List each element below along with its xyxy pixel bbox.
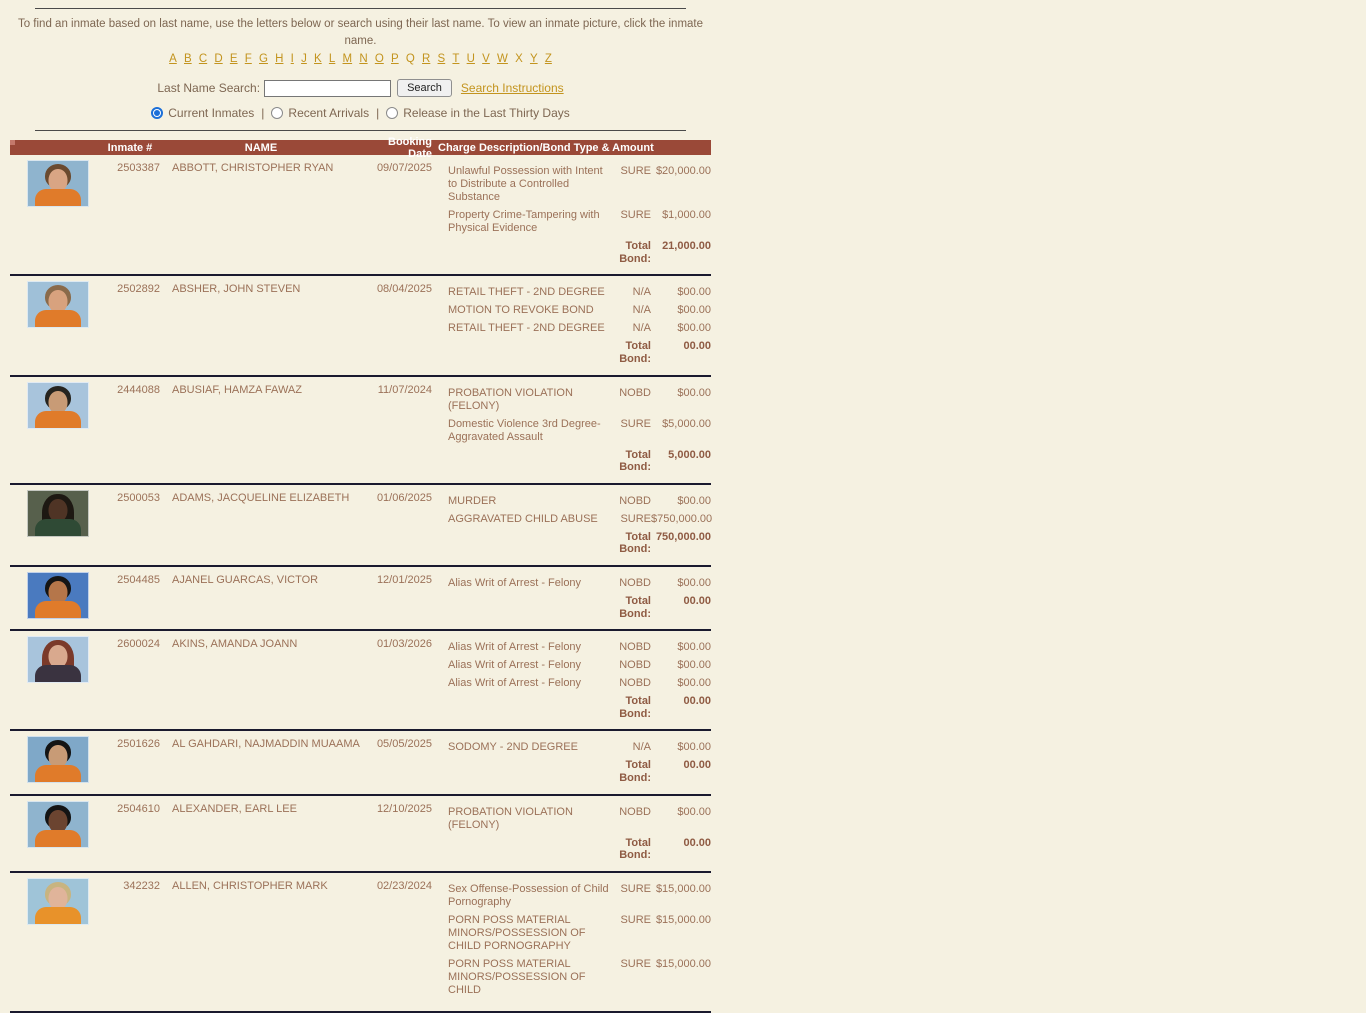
bond-amount: $00.00 bbox=[677, 805, 711, 818]
bond-amount: $15,000.00 bbox=[655, 957, 711, 970]
charge-entry bbox=[448, 513, 711, 526]
last-name-search-input[interactable] bbox=[264, 80, 391, 97]
bond-amount: $00.00 bbox=[677, 577, 711, 590]
photo-cell bbox=[10, 158, 100, 265]
total-spacer bbox=[448, 240, 612, 265]
total-bond-amount: 21,000.00 bbox=[662, 240, 711, 253]
charge-description: Domestic Violence 3rd Degree-Aggravated Assault bbox=[448, 417, 601, 443]
bond-type: SURE bbox=[620, 165, 651, 178]
bond-type: NOBD bbox=[619, 494, 651, 507]
booking-date: 08/04/2025 bbox=[376, 283, 432, 296]
inmate-mugshot bbox=[27, 281, 89, 328]
charge-entry bbox=[448, 322, 711, 335]
total-spacer bbox=[448, 531, 612, 556]
charge-entry bbox=[448, 958, 711, 997]
filter-separator: | bbox=[376, 106, 380, 121]
charge-description: Alias Writ of Arrest - Felony bbox=[448, 641, 582, 654]
bond-amount: $750,000.00 bbox=[651, 512, 713, 525]
inmate-number: 342232 bbox=[123, 879, 160, 892]
charge-entry bbox=[448, 387, 711, 413]
inmate-number: 2503387 bbox=[117, 162, 160, 175]
total-bond-row bbox=[448, 449, 711, 474]
alpha-letter-W[interactable]: W bbox=[497, 53, 508, 66]
booking-date: 02/23/2024 bbox=[376, 879, 432, 892]
inmate-table bbox=[10, 135, 713, 1012]
inmate-mugshot bbox=[27, 636, 89, 683]
total-spacer bbox=[448, 695, 612, 720]
total-bond-row bbox=[448, 759, 711, 784]
inmate-row bbox=[10, 796, 711, 873]
bond-type: SURE bbox=[620, 913, 651, 926]
bond-type: SURE bbox=[620, 882, 651, 895]
table-header bbox=[10, 135, 711, 160]
booking-date: 12/01/2025 bbox=[376, 574, 432, 587]
inmate-name-link[interactable]: ALEXANDER, EARL LEE bbox=[172, 802, 297, 815]
bond-amount: $00.00 bbox=[677, 659, 711, 672]
inmate-mugshot bbox=[27, 801, 89, 848]
bond-type: SURE bbox=[620, 512, 651, 525]
booking-date: 11/07/2024 bbox=[377, 383, 432, 396]
inmate-number: 2504485 bbox=[117, 574, 160, 587]
charge-entry bbox=[448, 659, 711, 672]
photo-cell bbox=[10, 734, 100, 784]
alpha-letter-P[interactable]: P bbox=[390, 53, 399, 66]
bond-amount: $00.00 bbox=[677, 741, 711, 754]
inmate-name-link[interactable]: ABSHER, JOHN STEVEN bbox=[172, 283, 301, 296]
charge-description: Alias Writ of Arrest - Felony bbox=[448, 677, 582, 690]
charge-entry bbox=[448, 286, 711, 299]
charge-description: RETAIL THEFT - 2ND DEGREE bbox=[448, 322, 605, 335]
filter-option-0[interactable] bbox=[151, 106, 254, 120]
bond-amount: $00.00 bbox=[677, 494, 711, 507]
radio-selected-icon[interactable] bbox=[151, 107, 163, 119]
inmate-number: 2502892 bbox=[117, 283, 160, 296]
alpha-letter-H[interactable]: H bbox=[275, 53, 284, 66]
alpha-letter-T[interactable]: T bbox=[452, 53, 460, 66]
inmate-row bbox=[10, 631, 711, 731]
charges-cell bbox=[432, 488, 711, 556]
total-bond-label: Total Bond: bbox=[619, 340, 651, 366]
total-spacer bbox=[448, 449, 612, 474]
total-bond-row bbox=[448, 695, 711, 720]
inmate-number: 2444088 bbox=[117, 383, 160, 396]
inmate-name-link[interactable]: ABUSIAF, HAMZA FAWAZ bbox=[172, 383, 302, 396]
alpha-letter-G[interactable]: G bbox=[259, 53, 268, 66]
inmate-name-link[interactable]: AL GAHDARI, NAJMADDIN MUAAMA bbox=[172, 738, 360, 751]
inmate-mugshot bbox=[27, 382, 89, 429]
alpha-letter-Q: Q bbox=[405, 53, 415, 66]
total-bond-amount: 750,000.00 bbox=[655, 530, 711, 543]
inmate-name-link[interactable]: ADAMS, JACQUELINE ELIZABETH bbox=[172, 491, 350, 504]
bond-amount: $1,000.00 bbox=[662, 209, 711, 222]
alpha-letter-N[interactable]: N bbox=[359, 53, 368, 66]
header-charge-description: Charge Description/Bond Type & Amount bbox=[438, 141, 654, 154]
search-label: Last Name Search: bbox=[157, 80, 261, 95]
charge-description: MURDER bbox=[448, 494, 497, 507]
bond-type: NOBD bbox=[619, 677, 651, 690]
bond-type: SURE bbox=[620, 209, 651, 222]
alpha-letter-D[interactable]: D bbox=[214, 53, 223, 66]
charge-entry bbox=[448, 304, 711, 317]
inmate-row bbox=[10, 276, 711, 376]
total-spacer bbox=[448, 595, 612, 620]
charge-entry bbox=[448, 741, 711, 754]
bond-type: NOBD bbox=[619, 805, 651, 818]
alpha-letter-V[interactable]: V bbox=[482, 53, 490, 66]
inmate-mugshot bbox=[27, 160, 89, 207]
charges-cell bbox=[432, 380, 711, 474]
form-divider bbox=[35, 130, 686, 131]
charge-description: Alias Writ of Arrest - Felony bbox=[448, 659, 582, 672]
total-bond-label: Total Bond: bbox=[619, 836, 651, 862]
charge-description: RETAIL THEFT - 2ND DEGREE bbox=[448, 286, 605, 299]
photo-cell bbox=[10, 570, 100, 620]
charge-description: PROBATION VIOLATION (FELONY) bbox=[448, 805, 573, 831]
alpha-letter-A[interactable]: A bbox=[169, 53, 177, 66]
total-bond-row bbox=[448, 595, 711, 620]
total-spacer bbox=[448, 837, 612, 862]
alpha-letter-X: X bbox=[515, 53, 523, 66]
search-button[interactable]: Search bbox=[397, 79, 452, 97]
charge-entry bbox=[448, 914, 711, 953]
header-name: NAME bbox=[244, 141, 278, 154]
inmate-row bbox=[10, 873, 711, 1013]
search-instructions-link[interactable]: Search Instructions bbox=[460, 80, 564, 95]
charge-description: PORN POSS MATERIAL MINORS/POSSESSION OF CHILD PORNOGRAPHY bbox=[448, 913, 586, 952]
bond-amount: $15,000.00 bbox=[655, 882, 711, 895]
charges-cell bbox=[432, 634, 711, 720]
bond-amount: $5,000.00 bbox=[662, 417, 711, 430]
alpha-letter-K[interactable]: K bbox=[314, 53, 322, 66]
mugshot-torso bbox=[35, 519, 81, 537]
alpha-letter-R[interactable]: R bbox=[422, 53, 431, 66]
photo-cell bbox=[10, 488, 100, 556]
inmate-number: 2501626 bbox=[117, 738, 160, 751]
bond-type: NOBD bbox=[619, 386, 651, 399]
total-bond-label: Total Bond: bbox=[619, 448, 651, 474]
alpha-letter-U[interactable]: U bbox=[466, 53, 475, 66]
charge-description: PORN POSS MATERIAL MINORS/POSSESSION OF CHILD bbox=[448, 957, 586, 996]
search-row bbox=[10, 79, 711, 97]
radio-icon[interactable] bbox=[271, 107, 283, 119]
total-bond-amount: 00.00 bbox=[683, 759, 711, 772]
inmate-row bbox=[10, 567, 711, 631]
charge-description: MOTION TO REVOKE BOND bbox=[448, 304, 594, 317]
alpha-letter-E[interactable]: E bbox=[229, 53, 238, 66]
total-bond-amount: 00.00 bbox=[683, 340, 711, 353]
charge-description: PROBATION VIOLATION (FELONY) bbox=[448, 386, 573, 412]
charges-cell bbox=[432, 158, 711, 265]
inmate-row bbox=[10, 485, 711, 567]
filter-option-label: Release in the Last Thirty Days bbox=[403, 106, 570, 121]
mugshot-torso bbox=[35, 765, 81, 783]
total-bond-amount: 00.00 bbox=[683, 836, 711, 849]
charge-entry bbox=[448, 495, 711, 508]
bond-amount: $15,000.00 bbox=[655, 913, 711, 926]
mugshot-torso bbox=[35, 189, 81, 207]
inmate-mugshot bbox=[27, 736, 89, 783]
alpha-letter-L[interactable]: L bbox=[328, 53, 336, 66]
booking-date: 09/07/2025 bbox=[376, 162, 432, 175]
inmate-row bbox=[10, 377, 711, 485]
filter-option-1[interactable] bbox=[271, 106, 369, 120]
bond-amount: $00.00 bbox=[677, 286, 711, 299]
charges-cell bbox=[432, 734, 711, 784]
total-bond-amount: 5,000.00 bbox=[668, 448, 711, 461]
charge-entry bbox=[448, 677, 711, 690]
charge-description: SODOMY - 2ND DEGREE bbox=[448, 741, 578, 754]
charge-description: AGGRAVATED CHILD ABUSE bbox=[448, 512, 598, 525]
page-container bbox=[10, 8, 711, 1013]
mugshot-torso bbox=[35, 830, 81, 848]
inmate-mugshot bbox=[27, 572, 89, 619]
alpha-letter-I[interactable]: I bbox=[290, 53, 294, 66]
booking-date: 01/03/2026 bbox=[376, 638, 432, 651]
inmate-table-body bbox=[10, 155, 711, 1012]
bond-type: N/A bbox=[632, 741, 651, 754]
inmate-name-link[interactable]: AJANEL GUARCAS, VICTOR bbox=[172, 574, 319, 587]
alpha-letter-O[interactable]: O bbox=[374, 53, 384, 66]
alpha-letter-J[interactable]: J bbox=[301, 53, 307, 66]
filter-separator: | bbox=[261, 106, 265, 121]
inmate-row bbox=[10, 731, 711, 795]
total-bond-label: Total Bond: bbox=[619, 530, 651, 556]
charge-entry bbox=[448, 883, 711, 909]
total-bond-amount: 00.00 bbox=[683, 595, 711, 607]
charge-entry bbox=[448, 806, 711, 832]
total-bond-row bbox=[448, 340, 711, 365]
bond-amount: $20,000.00 bbox=[655, 165, 711, 178]
total-bond-row bbox=[448, 240, 711, 265]
mugshot-torso bbox=[35, 665, 81, 683]
inmate-number: 2500053 bbox=[117, 491, 160, 504]
alpha-letter-S[interactable]: S bbox=[437, 53, 446, 66]
photo-cell bbox=[10, 876, 100, 1002]
mugshot-torso bbox=[35, 411, 81, 429]
filter-option-label: Recent Arrivals bbox=[288, 106, 370, 121]
bond-type: NOBD bbox=[619, 641, 651, 654]
mugshot-torso bbox=[35, 907, 81, 925]
alphabet bbox=[10, 51, 711, 71]
instructions-text: To find an inmate based on last name, use the letters below or search using their last name. To view an inmate picture, click the inmate name. bbox=[17, 18, 704, 47]
total-spacer bbox=[448, 340, 612, 365]
bond-type: SURE bbox=[620, 417, 651, 430]
bond-type: N/A bbox=[632, 304, 651, 317]
header-booking-date: Booking Date bbox=[388, 135, 432, 160]
booking-date: 01/06/2025 bbox=[376, 491, 432, 504]
total-bond-label: Total Bond: bbox=[619, 695, 651, 720]
charge-description: Property Crime-Tampering with Physical Evidence bbox=[448, 209, 600, 235]
alpha-letter-M[interactable]: M bbox=[342, 53, 353, 66]
charges-cell bbox=[432, 799, 711, 862]
charge-entry bbox=[448, 577, 711, 590]
bond-amount: $00.00 bbox=[677, 322, 711, 335]
bond-amount: $00.00 bbox=[677, 386, 711, 399]
charge-entry bbox=[448, 418, 711, 444]
inmate-name-link[interactable]: AKINS, AMANDA JOANN bbox=[172, 638, 298, 651]
inmate-name-link[interactable]: ALLEN, CHRISTOPHER MARK bbox=[172, 879, 328, 892]
alpha-letter-F[interactable]: F bbox=[244, 53, 252, 66]
total-bond-row bbox=[448, 531, 711, 556]
alpha-letter-C[interactable]: C bbox=[198, 53, 208, 66]
bond-amount: $00.00 bbox=[677, 641, 711, 654]
bond-amount: $00.00 bbox=[677, 304, 711, 317]
filter-options bbox=[10, 106, 711, 120]
total-bond-row bbox=[448, 837, 711, 862]
inmate-number: 2504610 bbox=[117, 802, 160, 815]
photo-cell bbox=[10, 634, 100, 720]
charge-description: Unlawful Possession with Intent to Distribute a Controlled Substance bbox=[448, 165, 603, 204]
filter-option-label: Current Inmates bbox=[168, 106, 255, 121]
charges-cell bbox=[432, 876, 711, 1002]
inmate-row bbox=[10, 155, 711, 276]
bond-type: N/A bbox=[632, 322, 651, 335]
charge-description: Sex Offense-Possession of Child Pornography bbox=[448, 882, 609, 908]
alpha-letter-Y[interactable]: Y bbox=[529, 53, 538, 66]
photo-cell bbox=[10, 380, 100, 474]
inmate-mugshot bbox=[27, 878, 89, 925]
alpha-letter-Z[interactable]: Z bbox=[544, 53, 552, 66]
inmate-number: 2600024 bbox=[117, 638, 160, 651]
bond-type: SURE bbox=[620, 957, 651, 970]
photo-cell bbox=[10, 279, 100, 365]
total-bond-label: Total Bond: bbox=[619, 240, 651, 265]
booking-date: 12/10/2025 bbox=[376, 802, 432, 815]
inmate-mugshot bbox=[27, 490, 89, 537]
total-bond-amount: 00.00 bbox=[683, 695, 711, 708]
booking-date: 05/05/2025 bbox=[376, 738, 432, 751]
header-inmate-number: Inmate # bbox=[107, 141, 153, 154]
bond-type: NOBD bbox=[619, 659, 651, 672]
charge-description: Alias Writ of Arrest - Felony bbox=[448, 577, 582, 590]
photo-cell bbox=[10, 799, 100, 862]
filter-option-2[interactable] bbox=[386, 106, 570, 120]
charge-entry bbox=[448, 165, 711, 204]
bond-amount: $00.00 bbox=[677, 677, 711, 690]
alpha-letter-B[interactable]: B bbox=[183, 53, 192, 66]
inmate-name-link[interactable]: ABBOTT, CHRISTOPHER RYAN bbox=[172, 162, 334, 175]
total-bond-label: Total Bond: bbox=[619, 595, 651, 620]
radio-icon[interactable] bbox=[386, 107, 398, 119]
total-spacer bbox=[448, 759, 612, 784]
bond-type: N/A bbox=[632, 286, 651, 299]
charge-entry bbox=[448, 641, 711, 654]
mugshot-torso bbox=[35, 601, 81, 619]
bond-type: NOBD bbox=[619, 577, 651, 590]
charge-entry bbox=[448, 209, 711, 235]
total-bond-label: Total Bond: bbox=[619, 759, 651, 785]
charges-cell bbox=[432, 570, 711, 620]
mugshot-torso bbox=[35, 310, 81, 328]
charges-cell bbox=[432, 279, 711, 365]
